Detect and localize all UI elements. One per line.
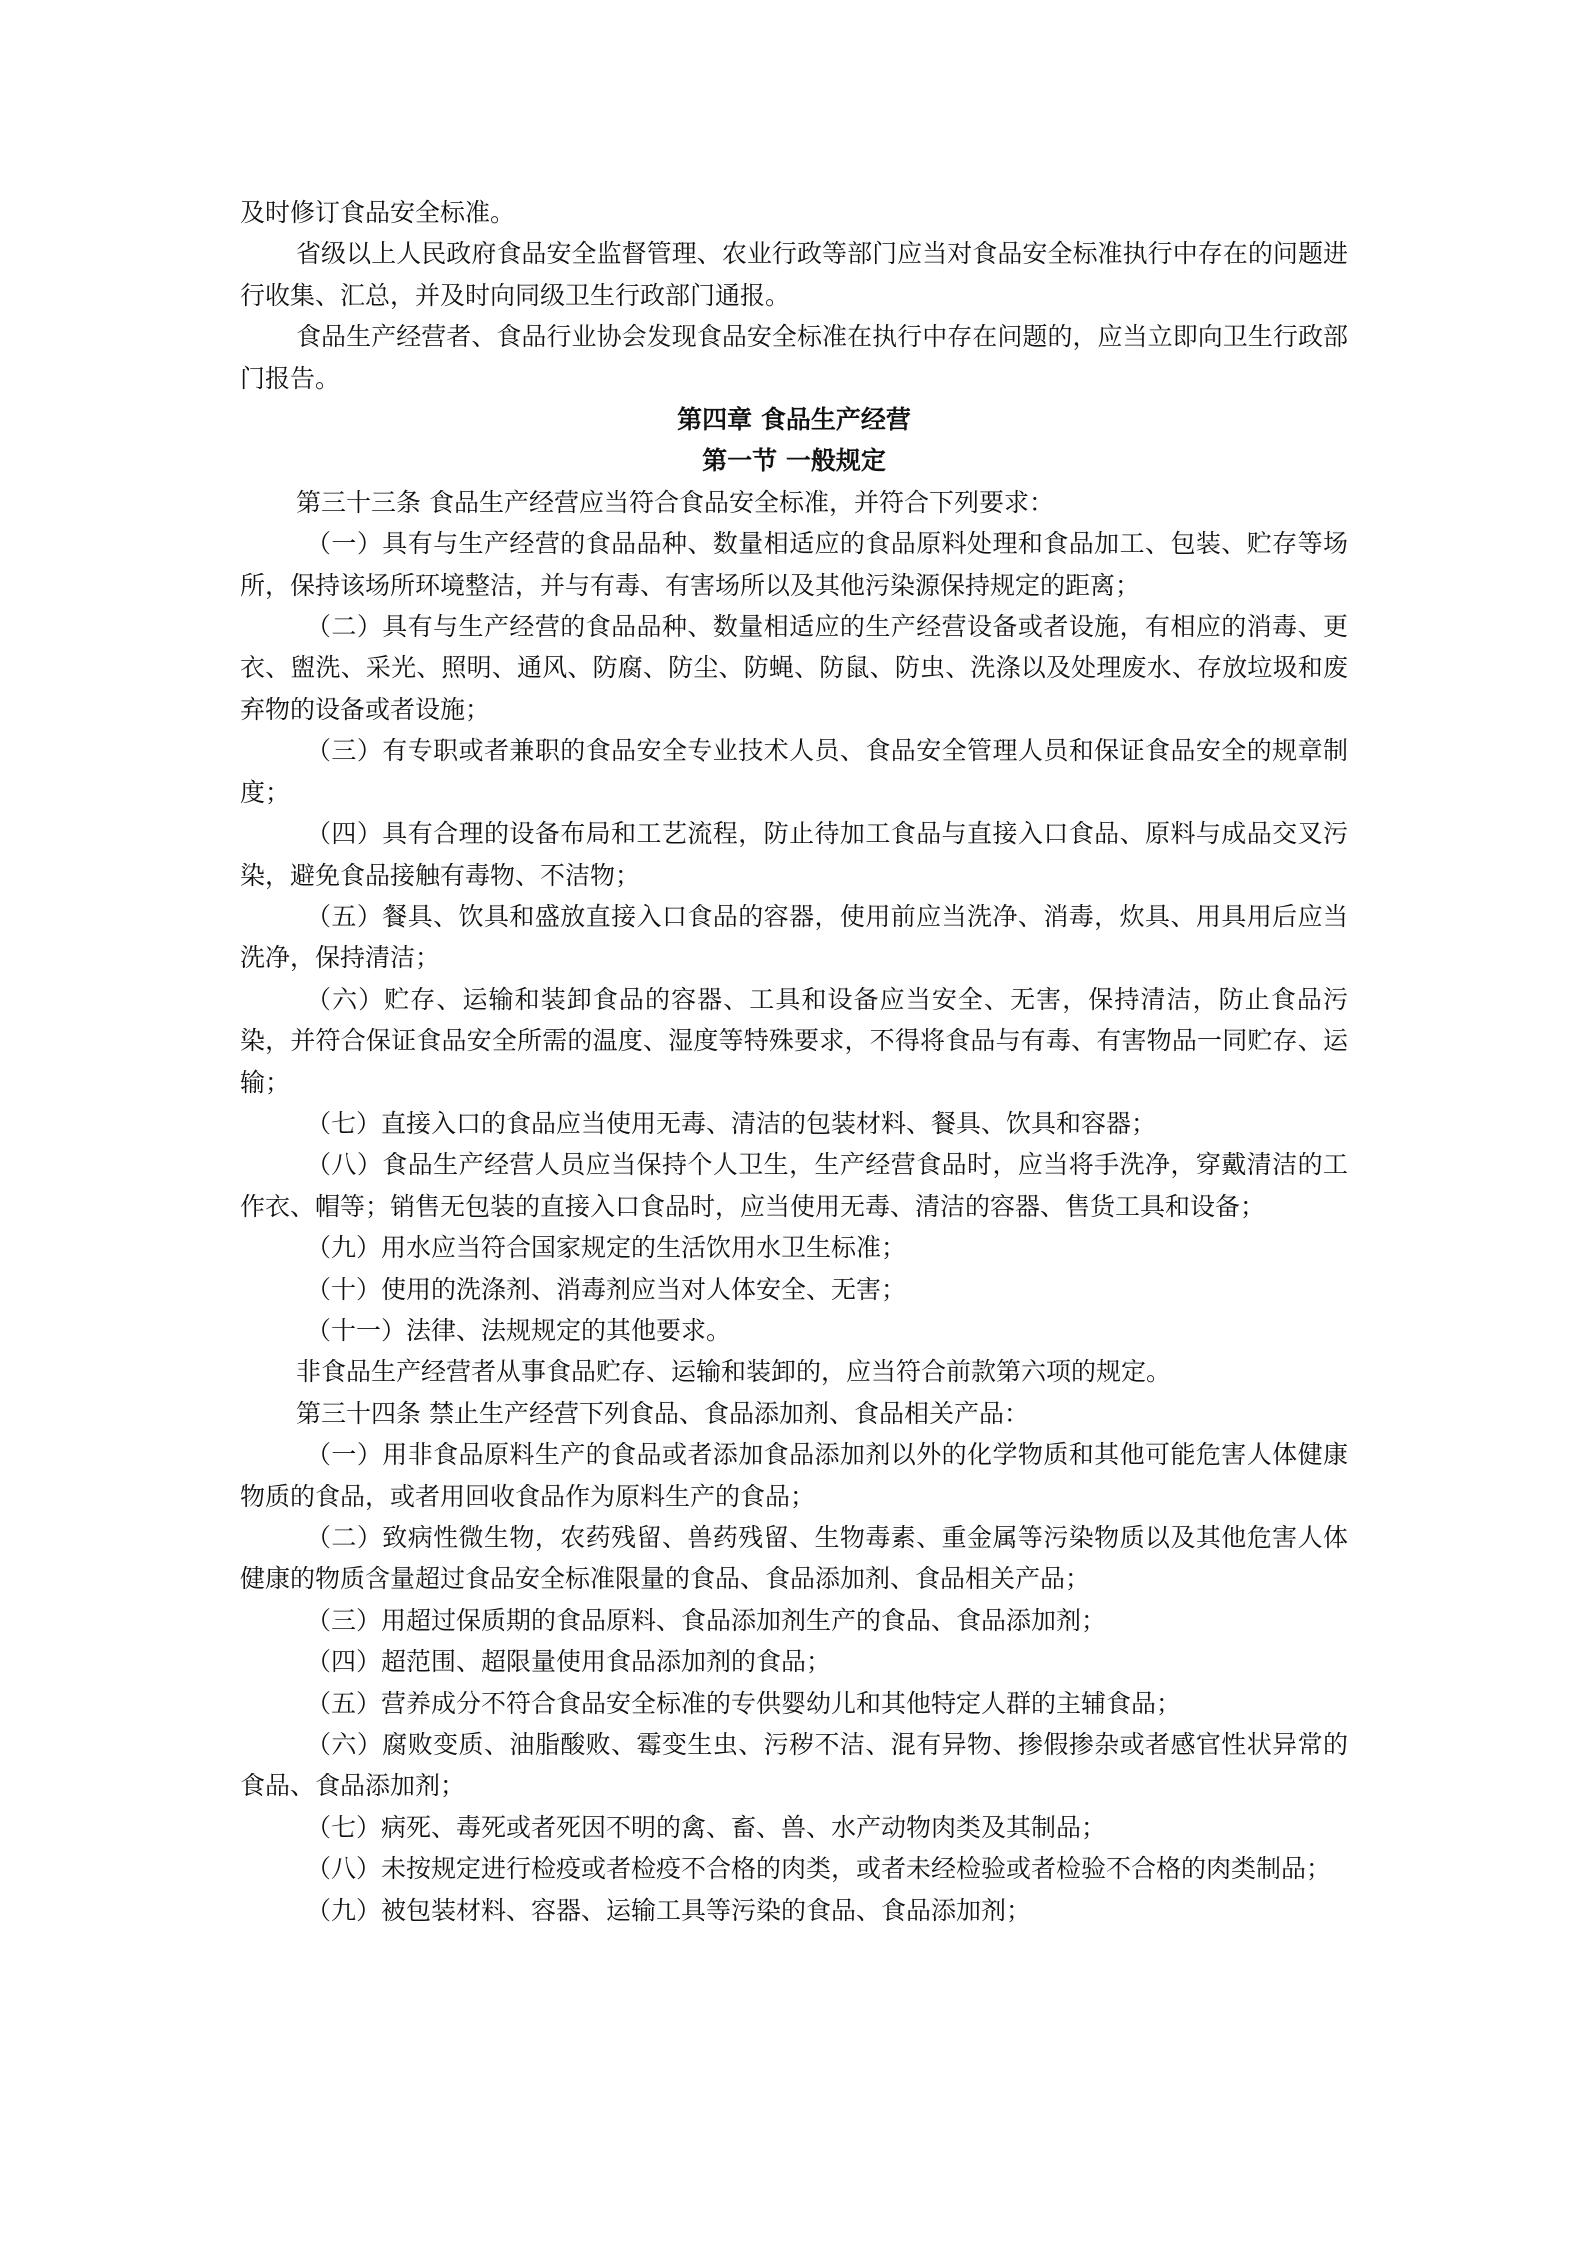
section-heading: 第四章 食品生产经营 (677, 405, 911, 435)
paragraph: （二）致病性微生物，农药残留、兽药残留、生物毒素、重金属等污染物质以及其他危害人体健康的物质含量超过食品安全标准限量的食品、食品添加剂、食品相关产品； (240, 1523, 1348, 1594)
paragraph: （六）腐败变质、油脂酸败、霉变生虫、污秽不洁、混有异物、掺假掺杂或者感官性状异常的食品、食品添加剂； (240, 1730, 1348, 1801)
paragraph: 非食品生产经营者从事食品贮存、运输和装卸的，应当符合前款第六项的规定。 (296, 1357, 1172, 1387)
paragraph: （十）使用的洗涤剂、消毒剂应当对人体安全、无害； (306, 1274, 907, 1304)
paragraph: （四）超范围、超限量使用食品添加剂的食品； (306, 1647, 832, 1677)
document-page (240, 192, 1348, 1931)
paragraph: （三）用超过保质期的食品原料、食品添加剂生产的食品、食品添加剂； (306, 1605, 1107, 1635)
paragraph: （八）未按规定进行检疫或者检疫不合格的肉类，或者未经检验或者检验不合格的肉类制品； (306, 1854, 1332, 1884)
paragraph: （六）贮存、运输和装卸食品的容器、工具和设备应当安全、无害，保持清洁，防止食品污染，并符合保证食品安全所需的温度、湿度等特殊要求，不得将食品与有毒、有害物品一同贮存、运输； (240, 984, 1348, 1097)
paragraph: （八）食品生产经营人员应当保持个人卫生，生产经营食品时，应当将手洗净，穿戴清洁的工作衣、帽等；销售无包装的直接入口食品时，应当使用无毒、清洁的容器、售货工具和设备； (240, 1150, 1348, 1221)
paragraph: （二）具有与生产经营的食品品种、数量相适应的生产经营设备或者设施，有相应的消毒、更衣、盥洗、采光、照明、通风、防腐、防尘、防蝇、防鼠、防虫、洗涤以及处理废水、存放垃圾和废弃物的设备或者设施； (240, 612, 1348, 724)
paragraph: 第三十三条 食品生产经营应当符合食品安全标准，并符合下列要求： (296, 487, 1054, 517)
section-heading: 第一节 一般规定 (702, 446, 886, 476)
paragraph: （七）直接入口的食品应当使用无毒、清洁的包装材料、餐具、饮具和容器； (306, 1108, 1157, 1138)
paragraph: （五）营养成分不符合食品安全标准的专供婴幼儿和其他特定人群的主辅食品； (306, 1688, 1182, 1718)
paragraph: （三）有专职或者兼职的食品安全专业技术人员、食品安全管理人员和保证食品安全的规章制度； (240, 736, 1348, 807)
paragraph: （九）用水应当符合国家规定的生活饮用水卫生标准； (306, 1233, 907, 1263)
paragraph: （七）病死、毒死或者死因不明的禽、畜、兽、水产动物肉类及其制品； (306, 1812, 1107, 1842)
paragraph: 省级以上人民政府食品安全监督管理、农业行政等部门应当对食品安全标准执行中存在的问题进行收集、汇总，并及时向同级卫生行政部门通报。 (240, 239, 1348, 310)
paragraph: （九）被包装材料、容器、运输工具等污染的食品、食品添加剂； (306, 1895, 1032, 1925)
paragraph: （五）餐具、饮具和盛放直接入口食品的容器，使用前应当洗净、消毒，炊具、用具用后应当洗净，保持清洁； (240, 901, 1348, 973)
paragraph: （四）具有合理的设备布局和工艺流程，防止待加工食品与直接入口食品、原料与成品交叉污染，避免食品接触有毒物、不洁物； (240, 819, 1348, 890)
paragraph: 食品生产经营者、食品行业协会发现食品安全标准在执行中存在问题的，应当立即向卫生行政部门报告。 (240, 322, 1348, 393)
paragraph: （十一）法律、法规规定的其他要求。 (306, 1315, 732, 1345)
paragraph: （一）用非食品原料生产的食品或者添加食品添加剂以外的化学物质和其他可能危害人体健康物质的食品，或者用回收食品作为原料生产的食品； (240, 1440, 1348, 1511)
paragraph: （一）具有与生产经营的食品品种、数量相适应的食品原料处理和食品加工、包装、贮存等场所，保持该场所环境整洁，并与有毒、有害场所以及其他污染源保持规定的距离； (240, 529, 1348, 600)
paragraph: 及时修订食品安全标准。 (240, 198, 516, 227)
paragraph: 第三十四条 禁止生产经营下列食品、食品添加剂、食品相关产品： (296, 1398, 1029, 1428)
